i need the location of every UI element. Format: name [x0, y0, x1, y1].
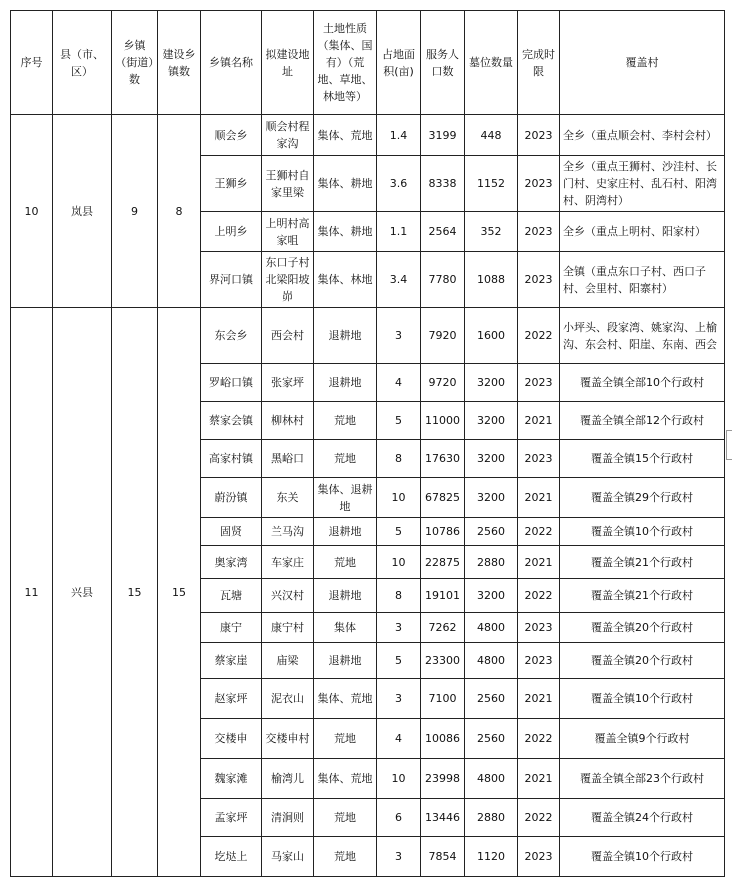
graves: 3200 [465, 579, 518, 613]
land-type: 集体、荒地 [314, 115, 377, 156]
graves: 4800 [465, 759, 518, 799]
population: 11000 [421, 402, 465, 440]
population: 8338 [421, 156, 465, 212]
population: 23300 [421, 643, 465, 679]
area: 1.4 [377, 115, 421, 156]
area: 1.1 [377, 212, 421, 252]
coverage: 覆盖全镇全部12个行政村 [560, 402, 725, 440]
town-name: 魏家滩 [201, 759, 262, 799]
address: 上明村高家咀 [262, 212, 314, 252]
deadline: 2022 [518, 799, 560, 837]
town-name: 圪垯上 [201, 837, 262, 877]
deadline: 2023 [518, 156, 560, 212]
deadline: 2021 [518, 546, 560, 579]
population: 7262 [421, 613, 465, 643]
land-type: 退耕地 [314, 518, 377, 546]
address: 交楼申村 [262, 719, 314, 759]
graves: 3200 [465, 478, 518, 518]
address: 车家庄 [262, 546, 314, 579]
deadline: 2023 [518, 613, 560, 643]
coverage: 覆盖全镇全部10个行政村 [560, 364, 725, 402]
area: 6 [377, 799, 421, 837]
population: 7780 [421, 252, 465, 308]
coverage: 小坪头、段家湾、姚家沟、上榆沟、东会村、阳崖、东南、西会 [560, 308, 725, 364]
graves: 2880 [465, 546, 518, 579]
population: 13446 [421, 799, 465, 837]
land-type: 退耕地 [314, 579, 377, 613]
land-type: 退耕地 [314, 364, 377, 402]
coverage: 覆盖全镇10个行政村 [560, 518, 725, 546]
coverage: 覆盖全镇24个行政村 [560, 799, 725, 837]
header-town-count: 乡镇（街道）数 [112, 11, 158, 115]
address: 东口子村北梁阳坡峁 [262, 252, 314, 308]
land-type: 集体、荒地 [314, 759, 377, 799]
area: 8 [377, 440, 421, 478]
deadline: 2022 [518, 308, 560, 364]
header-no: 序号 [11, 11, 53, 115]
deadline: 2023 [518, 837, 560, 877]
land-type: 荒地 [314, 440, 377, 478]
town-name: 康宁 [201, 613, 262, 643]
graves: 2560 [465, 518, 518, 546]
land-type: 荒地 [314, 799, 377, 837]
area: 4 [377, 364, 421, 402]
population: 19101 [421, 579, 465, 613]
header-build-count: 建设乡镇数 [158, 11, 201, 115]
header-deadline: 完成时限 [518, 11, 560, 115]
deadline: 2022 [518, 719, 560, 759]
build-count: 8 [158, 115, 201, 308]
address: 康宁村 [262, 613, 314, 643]
land-type: 集体、耕地 [314, 156, 377, 212]
land-type: 集体 [314, 613, 377, 643]
coverage: 覆盖全镇10个行政村 [560, 679, 725, 719]
coverage: 覆盖全镇20个行政村 [560, 643, 725, 679]
town-name: 王狮乡 [201, 156, 262, 212]
population: 2564 [421, 212, 465, 252]
graves: 4800 [465, 613, 518, 643]
page-edge-marker [726, 430, 732, 460]
deadline: 2023 [518, 643, 560, 679]
town-name: 瓦塘 [201, 579, 262, 613]
graves: 2880 [465, 799, 518, 837]
graves: 1600 [465, 308, 518, 364]
coverage: 覆盖全镇10个行政村 [560, 837, 725, 877]
population: 23998 [421, 759, 465, 799]
graves: 2560 [465, 719, 518, 759]
land-type: 集体、林地 [314, 252, 377, 308]
coverage: 覆盖全镇21个行政村 [560, 579, 725, 613]
address: 泥衣山 [262, 679, 314, 719]
town-name: 赵家坪 [201, 679, 262, 719]
coverage: 覆盖全镇全部23个行政村 [560, 759, 725, 799]
land-type: 荒地 [314, 546, 377, 579]
town-name: 蔡家崖 [201, 643, 262, 679]
address: 黑峪口 [262, 440, 314, 478]
area: 3.4 [377, 252, 421, 308]
coverage: 覆盖全镇21个行政村 [560, 546, 725, 579]
address: 马家山 [262, 837, 314, 877]
deadline: 2022 [518, 579, 560, 613]
area: 5 [377, 643, 421, 679]
address: 西会村 [262, 308, 314, 364]
area: 4 [377, 719, 421, 759]
table-row [11, 115, 725, 156]
area: 10 [377, 759, 421, 799]
land-type: 荒地 [314, 402, 377, 440]
population: 7100 [421, 679, 465, 719]
graves: 2560 [465, 679, 518, 719]
area: 3 [377, 679, 421, 719]
land-type: 退耕地 [314, 308, 377, 364]
header-row [11, 11, 725, 115]
population: 9720 [421, 364, 465, 402]
address: 庙梁 [262, 643, 314, 679]
graves: 3200 [465, 364, 518, 402]
land-type: 荒地 [314, 719, 377, 759]
town-name: 界河口镇 [201, 252, 262, 308]
graves: 4800 [465, 643, 518, 679]
town-count: 15 [112, 308, 158, 877]
county-name: 岚县 [53, 115, 112, 308]
land-type: 荒地 [314, 837, 377, 877]
area: 3 [377, 837, 421, 877]
town-count: 9 [112, 115, 158, 308]
address: 王狮村自家里梁 [262, 156, 314, 212]
area: 3 [377, 308, 421, 364]
town-name: 上明乡 [201, 212, 262, 252]
population: 7920 [421, 308, 465, 364]
group-no: 10 [11, 115, 53, 308]
area: 10 [377, 478, 421, 518]
deadline: 2022 [518, 518, 560, 546]
graves: 1088 [465, 252, 518, 308]
graves: 3200 [465, 402, 518, 440]
town-name: 顺会乡 [201, 115, 262, 156]
area: 5 [377, 518, 421, 546]
graves: 448 [465, 115, 518, 156]
header-coverage: 覆盖村 [560, 11, 725, 115]
header-area: 占地面积(亩) [377, 11, 421, 115]
header-population: 服务人口数 [421, 11, 465, 115]
address: 清涧则 [262, 799, 314, 837]
deadline: 2023 [518, 364, 560, 402]
table-row [11, 308, 725, 364]
header-address: 拟建设地址 [262, 11, 314, 115]
population: 67825 [421, 478, 465, 518]
coverage: 全乡（重点顺会村、李村会村） [560, 115, 725, 156]
graves: 3200 [465, 440, 518, 478]
address: 榆湾儿 [262, 759, 314, 799]
graves: 1120 [465, 837, 518, 877]
coverage: 全乡（重点王狮村、沙洼村、长门村、史家庄村、乱石村、阳湾村、阴湾村） [560, 156, 725, 212]
header-graves: 墓位数量 [465, 11, 518, 115]
town-name: 东会乡 [201, 308, 262, 364]
group-no: 11 [11, 308, 53, 877]
town-name: 蔡家会镇 [201, 402, 262, 440]
land-type: 集体、耕地 [314, 212, 377, 252]
town-name: 固贤 [201, 518, 262, 546]
population: 7854 [421, 837, 465, 877]
coverage: 覆盖全镇29个行政村 [560, 478, 725, 518]
address: 兰马沟 [262, 518, 314, 546]
build-count: 15 [158, 308, 201, 877]
coverage: 全乡（重点上明村、阳家村） [560, 212, 725, 252]
deadline: 2023 [518, 252, 560, 308]
address: 顺会村程家沟 [262, 115, 314, 156]
coverage: 覆盖全镇20个行政村 [560, 613, 725, 643]
deadline: 2021 [518, 759, 560, 799]
address: 张家坪 [262, 364, 314, 402]
address: 东关 [262, 478, 314, 518]
area: 8 [377, 579, 421, 613]
address: 柳林村 [262, 402, 314, 440]
deadline: 2023 [518, 115, 560, 156]
town-name: 蔚汾镇 [201, 478, 262, 518]
population: 22875 [421, 546, 465, 579]
area: 3.6 [377, 156, 421, 212]
land-type: 集体、退耕地 [314, 478, 377, 518]
land-type: 退耕地 [314, 643, 377, 679]
graves: 1152 [465, 156, 518, 212]
deadline: 2021 [518, 679, 560, 719]
town-name: 孟家坪 [201, 799, 262, 837]
town-name: 交楼申 [201, 719, 262, 759]
coverage: 全镇（重点东口子村、西口子村、会里村、阳寨村） [560, 252, 725, 308]
area: 3 [377, 613, 421, 643]
cemetery-plan-table [10, 10, 725, 877]
area: 10 [377, 546, 421, 579]
population: 10786 [421, 518, 465, 546]
population: 17630 [421, 440, 465, 478]
coverage: 覆盖全镇15个行政村 [560, 440, 725, 478]
county-name: 兴县 [53, 308, 112, 877]
graves: 352 [465, 212, 518, 252]
coverage: 覆盖全镇9个行政村 [560, 719, 725, 759]
town-name: 罗峪口镇 [201, 364, 262, 402]
area: 5 [377, 402, 421, 440]
address: 兴汉村 [262, 579, 314, 613]
population: 10086 [421, 719, 465, 759]
population: 3199 [421, 115, 465, 156]
deadline: 2021 [518, 478, 560, 518]
land-type: 集体、荒地 [314, 679, 377, 719]
header-town-name: 乡镇名称 [201, 11, 262, 115]
deadline: 2021 [518, 402, 560, 440]
deadline: 2023 [518, 440, 560, 478]
header-land-type: 土地性质（集体、国有）（荒地、草地、林地等） [314, 11, 377, 115]
deadline: 2023 [518, 212, 560, 252]
town-name: 奥家湾 [201, 546, 262, 579]
town-name: 高家村镇 [201, 440, 262, 478]
header-county: 县（市、区） [53, 11, 112, 115]
